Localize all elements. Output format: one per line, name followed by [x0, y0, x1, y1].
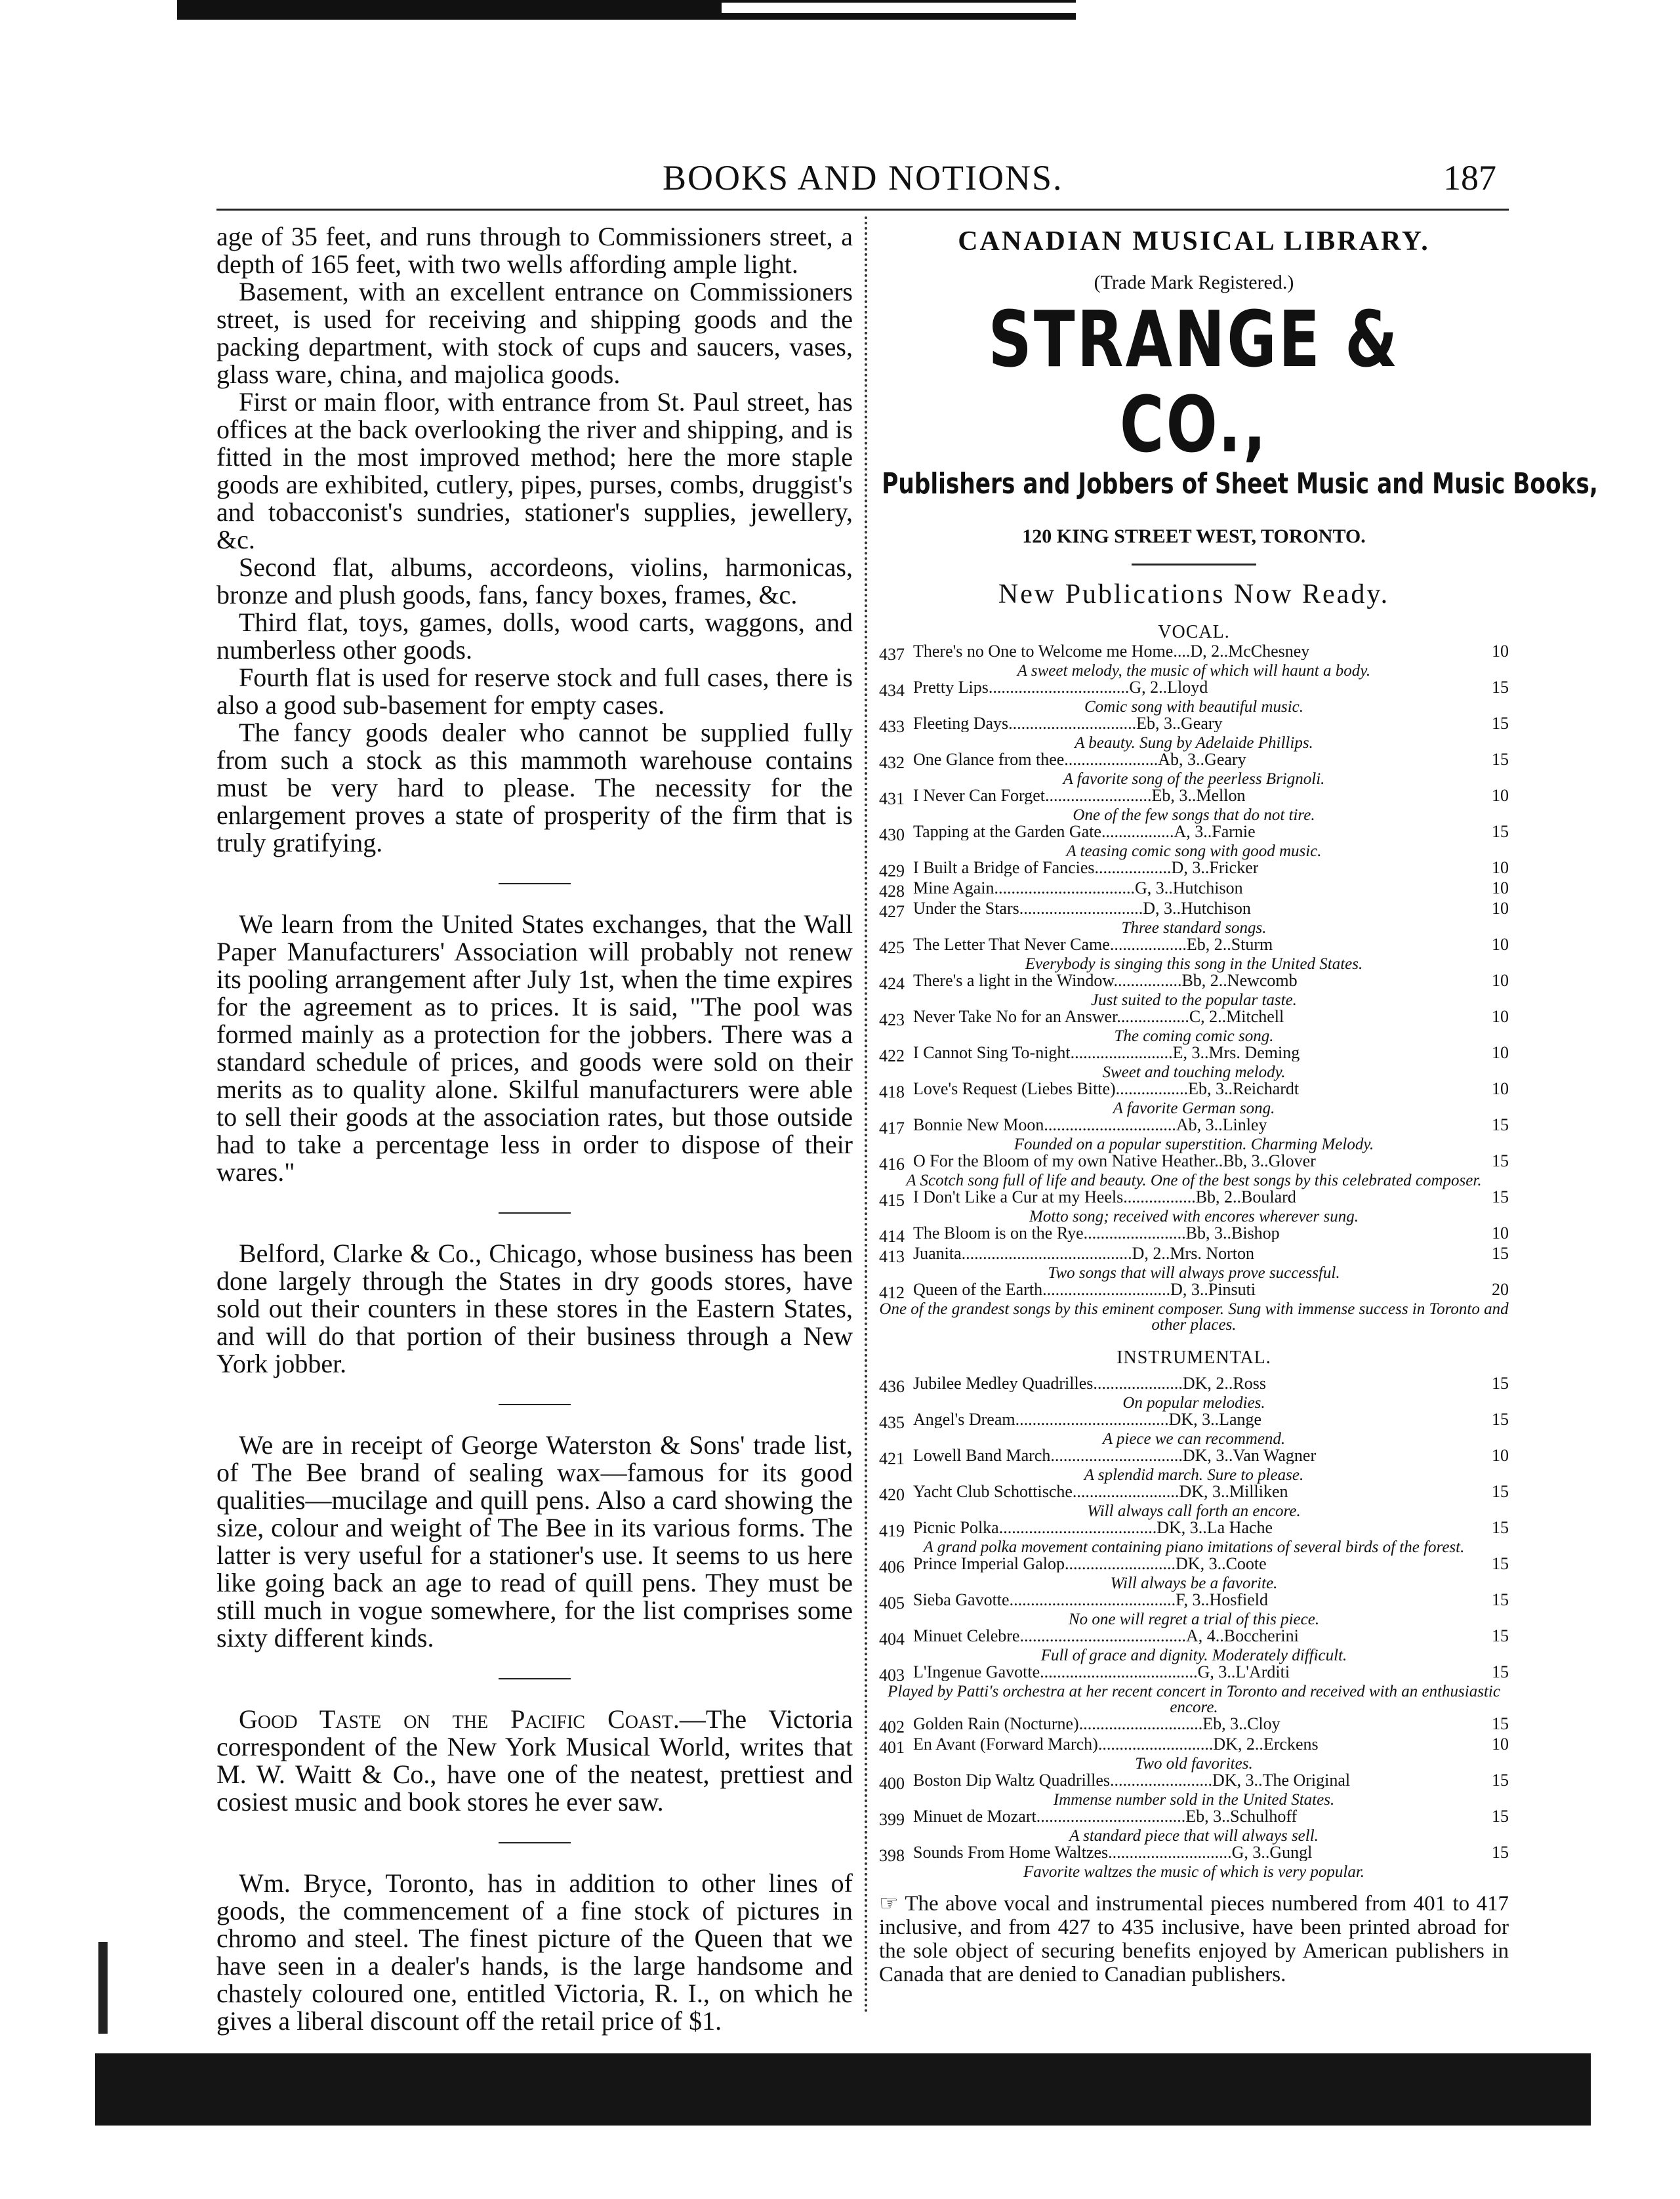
entry-price: 10 [1489, 1008, 1509, 1025]
entry-number: 436 [879, 1377, 905, 1395]
entry-price: 15 [1489, 1375, 1509, 1392]
belford-item: Belford, Clarke & Co., Chicago, whose business has been done largely through the States in dry goods stores, have sold out their counters in these stores in the Eastern States, and will do that portion of their business through a New York jobber. [216, 1239, 853, 1378]
entry-note: Motto song; received with encores wherever sung. [1029, 1208, 1359, 1225]
music-entry [879, 1008, 1509, 1029]
entry-number: 427 [879, 902, 905, 920]
music-entry [879, 787, 1509, 808]
music-entry [879, 1592, 1509, 1612]
music-entry [879, 859, 1509, 880]
entry-number: 425 [879, 938, 905, 956]
entry-title: Sounds From Home Waltzes.............................G, 3..Gungl [913, 1844, 1313, 1861]
music-entry [879, 1555, 1509, 1576]
entry-price: 15 [1489, 679, 1509, 696]
entry-price: 15 [1489, 1808, 1509, 1825]
entry-note: Sweet and touching melody. [1102, 1063, 1286, 1081]
entry-number: 417 [879, 1119, 905, 1137]
entry-number: 423 [879, 1010, 905, 1029]
entry-title: Golden Rain (Nocturne).............................Eb, 3..Cloy [913, 1716, 1280, 1733]
entry-note: Played by Patti's orchestra at her recent concert in Toronto and received with an enthusiastic encore. [888, 1683, 1500, 1716]
wallpaper-item: We learn from the United States exchanges, that the Wall Paper Manufacturers' Association will probably not renew its pooling arrangement after July 1st, when the time expires for the agreement as to prices. It is said, "The pool was formed mainly as a protection for the jobbers. There was a standard schedule of prices, and goods were sold on their merits as to quality alone. Skilful manufacturers were able to sell their goods at the association rates, but those outside had to take a percentage less in order to dispose of their wares." [216, 909, 853, 1187]
entry-price: 15 [1489, 1592, 1509, 1609]
entry-note: A favorite song of the peerless Brignoli. [1063, 770, 1325, 788]
entry-number: 416 [879, 1155, 905, 1173]
entry-note: Just suited to the popular taste. [1091, 991, 1297, 1009]
entry-title: Tapping at the Garden Gate.................A, 3..Farnie [913, 823, 1256, 840]
entry-number: 414 [879, 1227, 905, 1245]
entry-title: Bonnie New Moon...............................Ab, 3..Linley [913, 1117, 1267, 1134]
entry-price: 15 [1489, 1189, 1509, 1206]
entry-note: Comic song with beautiful music. [1084, 698, 1304, 716]
entry-title: I Built a Bridge of Fancies..................D, 3..Fricker [913, 859, 1259, 876]
entry-note: Three standard songs. [1121, 919, 1267, 937]
article-paragraph: Fourth flat is used for reserve stock and full cases, there is also a good sub-basement for empty cases. [216, 663, 853, 720]
music-entry [879, 1736, 1509, 1756]
entry-title: Fleeting Days..............................Eb, 3..Geary [913, 715, 1223, 732]
entry-number: 401 [879, 1738, 905, 1756]
entry-price: 10 [1489, 1044, 1509, 1061]
music-entry [879, 1664, 1509, 1684]
new-publications-heading: New Publications Now Ready. [998, 579, 1390, 609]
entry-note: A beauty. Sung by Adelaide Phillips. [1075, 734, 1313, 752]
music-entry [879, 1245, 1509, 1265]
entry-price: 10 [1489, 1225, 1509, 1242]
entry-title: Sieba Gavotte.......................................F, 3..Hosfield [913, 1592, 1268, 1609]
entry-number: 424 [879, 974, 905, 993]
running-title: BOOKS AND NOTIONS. [663, 158, 1063, 197]
music-entry [879, 1153, 1509, 1173]
music-entry [879, 900, 1509, 920]
entry-title: Picnic Polka.....................................DK, 3..La Hache [913, 1519, 1273, 1536]
entry-number: 434 [879, 681, 905, 699]
entry-note: Two songs that will always prove successful. [1048, 1264, 1340, 1282]
entry-title: There's a light in the Window................Bb, 2..Newcomb [913, 972, 1298, 989]
section-separator [499, 1678, 571, 1679]
entry-title: Prince Imperial Galop..........................DK, 3..Coote [913, 1555, 1267, 1572]
entry-note: A splendid march. Sure to please. [1084, 1466, 1304, 1484]
entry-number: 406 [879, 1557, 905, 1576]
music-entry [879, 1189, 1509, 1209]
entry-number: 398 [879, 1846, 905, 1864]
article-paragraph: First or main floor, with entrance from St. Paul street, has offices at the back overlooking the river and shipping, and is fitted in the most improved method; here the more staple goods are exhibited, cutlery, pipes, purses, combs, druggist's and tobacconist's sundries, stationer's supplies, jewellery, &c. [216, 387, 853, 554]
entry-price: 15 [1489, 1483, 1509, 1500]
music-entry [879, 880, 1509, 900]
advert-footnote: ☞ The above vocal and instrumental pieces numbered from 401 to 417 inclusive, and from 427 to 435 inclusive, have been printed abroad for the sole object of securing benefits enjoyed by American publishers in Canada that are denied to Canadian publishers. [879, 1892, 1509, 1986]
column-divider [865, 216, 867, 2014]
entry-title: L'Ingenue Gavotte.....................................G, 3..L'Arditi [913, 1664, 1290, 1681]
entry-title: Boston Dip Waltz Quadrilles........................DK, 3..The Original [913, 1772, 1351, 1789]
entry-title: The Bloom is on the Rye........................Bb, 3..Bishop [913, 1225, 1280, 1242]
music-entry [879, 936, 1509, 956]
entry-price: 15 [1489, 1153, 1509, 1170]
entry-title: Angel's Dream....................................DK, 3..Lange [913, 1411, 1262, 1428]
header-rule [216, 209, 1509, 211]
entry-price: 10 [1489, 900, 1509, 917]
entry-title: Pretty Lips.................................G, 2..Lloyd [913, 679, 1208, 696]
trademark-note: (Trade Mark Registered.) [1094, 272, 1294, 293]
entry-note: A piece we can recommend. [1102, 1430, 1286, 1448]
entry-note: A standard piece that will always sell. [1069, 1827, 1319, 1845]
entry-price: 15 [1489, 1245, 1509, 1262]
entry-price: 10 [1489, 972, 1509, 989]
music-entry [879, 972, 1509, 993]
entry-price: 15 [1489, 1772, 1509, 1789]
article-paragraph: Basement, with an excellent entrance on Commissioners street, is used for receiving and shipping goods and the packing department, with stock of cups and saucers, vases, glass ware, china, and majolica goods. [216, 277, 853, 389]
entry-price: 15 [1489, 823, 1509, 840]
entry-number: 418 [879, 1082, 905, 1101]
scan-edge-gap [722, 3, 1076, 13]
entry-note: Will always call forth an encore. [1087, 1502, 1301, 1520]
entry-note: The coming comic song. [1114, 1027, 1274, 1045]
entry-number: 435 [879, 1413, 905, 1431]
entry-title: Under the Stars.............................D, 3..Hutchison [913, 900, 1251, 917]
entry-number: 403 [879, 1666, 905, 1684]
entry-number: 422 [879, 1046, 905, 1065]
entry-number: 437 [879, 645, 905, 663]
music-entry [879, 1117, 1509, 1137]
section-separator [499, 1842, 571, 1843]
entry-note: A favorite German song. [1113, 1100, 1275, 1117]
music-entry [879, 1225, 1509, 1245]
entry-price: 15 [1489, 1844, 1509, 1861]
entry-number: 433 [879, 717, 905, 735]
music-entry [879, 715, 1509, 735]
entry-price: 15 [1489, 1411, 1509, 1428]
waterston-item: We are in receipt of George Waterston & Sons' trade list, of The Bee brand of sealing wax—famous for its good qualities—mucilage and quill pens. Also a card showing the size, colour and weight of The Bee in its various forms. The latter is very useful for a stationer's use. It seems to us here like going back an age to read of quill pens. They must be still much in vogue somewhere, for the list comprises some sixty different kinds. [216, 1430, 853, 1653]
music-entry [879, 1080, 1509, 1101]
entry-note: A Scotch song full of life and beauty. One of the best songs by this celebrated composer. [906, 1172, 1482, 1189]
music-entry [879, 1447, 1509, 1468]
entry-note: Will always be a favorite. [1110, 1574, 1278, 1592]
section-separator [499, 1212, 571, 1214]
entry-number: 402 [879, 1717, 905, 1736]
entry-note: Two old favorites. [1135, 1755, 1253, 1773]
entry-price: 10 [1489, 1447, 1509, 1464]
entry-title: Minuet de Mozart...................................Eb, 3..Schulhoff [913, 1808, 1298, 1825]
entry-price: 10 [1489, 880, 1509, 897]
article-paragraph: age of 35 feet, and runs through to Commissioners street, a depth of 165 feet, with two wells affording ample light. [216, 222, 853, 279]
entry-title: En Avant (Forward March)...........................DK, 2..Erckens [913, 1736, 1319, 1753]
entry-note: Favorite waltzes the music of which is very popular. [1023, 1863, 1365, 1881]
entry-price: 10 [1489, 787, 1509, 804]
entry-number: 415 [879, 1191, 905, 1209]
music-entry [879, 1411, 1509, 1431]
entry-price: 15 [1489, 1716, 1509, 1733]
entry-number: 404 [879, 1630, 905, 1648]
entry-title: I Never Can Forget.........................Eb, 3..Mellon [913, 787, 1246, 804]
entry-title: I Cannot Sing To-night........................E, 3..Mrs. Deming [913, 1044, 1300, 1061]
entry-title: Lowell Band March...............................DK, 3..Van Wagner [913, 1447, 1317, 1464]
entry-title: Queen of the Earth..............................D, 3..Pinsuti [913, 1281, 1256, 1298]
music-entry [879, 1519, 1509, 1540]
entry-title: Mine Again.................................G, 3..Hutchison [913, 880, 1243, 897]
entry-note: On popular melodies. [1122, 1394, 1265, 1412]
music-entry [879, 1044, 1509, 1065]
entry-price: 15 [1489, 1519, 1509, 1536]
music-entry [879, 643, 1509, 663]
page-number: 187 [1443, 158, 1496, 197]
entry-price: 15 [1489, 751, 1509, 768]
entry-price: 10 [1489, 1080, 1509, 1098]
entry-price: 10 [1489, 936, 1509, 953]
entry-note: A sweet melody, the music of which will haunt a body. [1017, 662, 1371, 680]
music-entry [879, 1808, 1509, 1828]
entry-price: 15 [1489, 1117, 1509, 1134]
music-entry [879, 1772, 1509, 1792]
firm-name: STRANGE & CO., [988, 294, 1400, 470]
entry-number: 421 [879, 1449, 905, 1468]
entry-note: Founded on a popular superstition. Charming Melody. [1014, 1136, 1374, 1153]
strange-advertisement [879, 223, 1598, 1986]
entry-title: O For the Bloom of my own Native Heather..Bb, 3..Glover [913, 1153, 1316, 1170]
entry-title: One Glance from thee......................Ab, 3..Geary [913, 751, 1246, 768]
entry-number: 430 [879, 825, 905, 844]
entry-title: There's no One to Welcome me Home....D, 2..McChesney [913, 643, 1310, 660]
section-separator [499, 1404, 571, 1405]
entry-title: The Letter That Never Came..................Eb, 2..Sturm [913, 936, 1273, 953]
entry-number: 405 [879, 1593, 905, 1612]
music-entry [879, 751, 1509, 771]
entry-note: A grand polka movement containing piano imitations of several birds of the forest. [923, 1538, 1465, 1556]
warehouse-article [216, 223, 853, 857]
pacific-item [216, 1706, 853, 1816]
entry-title: Yacht Club Schottische.........................DK, 3..Milliken [913, 1483, 1288, 1500]
instrumental-list [879, 1375, 1509, 1880]
entry-note: One of the few songs that do not tire. [1073, 806, 1315, 824]
vocal-heading: VOCAL. [1158, 622, 1230, 642]
entry-number: 420 [879, 1485, 905, 1504]
entry-number: 400 [879, 1774, 905, 1792]
instrumental-heading: INSTRUMENTAL. [1117, 1347, 1271, 1368]
entry-price: 15 [1489, 1628, 1509, 1645]
article-paragraph: Second flat, albums, accordeons, violins, harmonicas, bronze and plush goods, fans, fancy boxes, frames, &c. [216, 552, 853, 609]
firm-address: 120 KING STREET WEST, TORONTO. [1022, 525, 1366, 547]
entry-price: 10 [1489, 1736, 1509, 1753]
entry-number: 432 [879, 753, 905, 771]
margin-mark [98, 1942, 108, 2034]
entry-note: Full of grace and dignity. Moderately difficult. [1040, 1647, 1347, 1664]
entry-note: Immense number sold in the United States. [1053, 1791, 1335, 1809]
music-entry [879, 1628, 1509, 1648]
pacific-text: —The Victoria correspondent of the New York Musical World, writes that M. W. Waitt & Co., have one of the neatest, prettiest and cosiest music and book stores he ever saw. [216, 1704, 853, 1817]
scan-bottom-band [95, 2053, 1591, 2126]
library-title: CANADIAN MUSICAL LIBRARY. [958, 226, 1430, 257]
entry-title: I Don't Like a Cur at my Heels.................Bb, 2..Boulard [913, 1189, 1296, 1206]
music-entry [879, 679, 1509, 699]
entry-price: 15 [1489, 715, 1509, 732]
entry-number: 412 [879, 1283, 905, 1302]
music-entry [879, 1281, 1509, 1302]
vocal-list [879, 643, 1509, 1333]
entry-note: No one will regret a trial of this piece. [1068, 1611, 1320, 1628]
entry-price: 15 [1489, 1664, 1509, 1681]
entry-title: Jubilee Medley Quadrilles.....................DK, 2..Ross [913, 1375, 1267, 1392]
entry-title: Love's Request (Liebes Bitte).................Eb, 3..Reichardt [913, 1080, 1300, 1098]
entry-number: 413 [879, 1247, 905, 1265]
article-paragraph: The fancy goods dealer who cannot be supplied fully from such a stock as this mammoth warehouse contains must be very hard to please. The necessity for the enlargement proves a state of prosperity of the firm that is truly gratifying. [216, 718, 853, 857]
music-entry [879, 1483, 1509, 1504]
entry-number: 431 [879, 789, 905, 808]
entry-number: 429 [879, 861, 905, 880]
entry-number: 399 [879, 1810, 905, 1828]
entry-title: Never Take No for an Answer.................C, 2..Mitchell [913, 1008, 1284, 1025]
entry-price: 20 [1489, 1281, 1509, 1298]
entry-price: 15 [1489, 1555, 1509, 1572]
entry-number: 428 [879, 882, 905, 900]
entry-note: A teasing comic song with good music. [1066, 842, 1322, 860]
music-entry [879, 1716, 1509, 1736]
music-entry [879, 1844, 1509, 1864]
advert-rule [1132, 564, 1256, 565]
firm-tagline: Publishers and Jobbers of Sheet Music and Music Books, [882, 467, 1598, 501]
article-paragraph: Third flat, toys, games, dolls, wood carts, waggons, and numberless other goods. [216, 607, 853, 665]
music-entry [879, 1375, 1509, 1395]
left-column [216, 223, 853, 2035]
entry-price: 10 [1489, 643, 1509, 660]
entry-number: 419 [879, 1521, 905, 1540]
entry-price: 10 [1489, 859, 1509, 876]
entry-title: Minuet Celebre.......................................A, 4..Boccherini [913, 1628, 1299, 1645]
pacific-lead: Good Taste on the Pacific Coast. [239, 1704, 680, 1734]
bryce-item: Wm. Bryce, Toronto, has in addition to other lines of goods, the commencement of a fine stock of pictures in chromo and steel. The finest picture of the Queen that we have seen in a dealer's hands, is the large handsome and chastely coloured one, entitled Victoria, R. I., on which he gives a liberal discount off the retail price of $1. [216, 1868, 853, 2036]
music-entry [879, 823, 1509, 844]
entry-title: Juanita........................................D, 2..Mrs. Norton [913, 1245, 1254, 1262]
entry-note: One of the grandest songs by this eminent composer. Sung with immense success in Toronto and other places. [879, 1300, 1509, 1334]
section-separator [499, 883, 571, 884]
entry-note: Everybody is singing this song in the United States. [1025, 955, 1363, 973]
